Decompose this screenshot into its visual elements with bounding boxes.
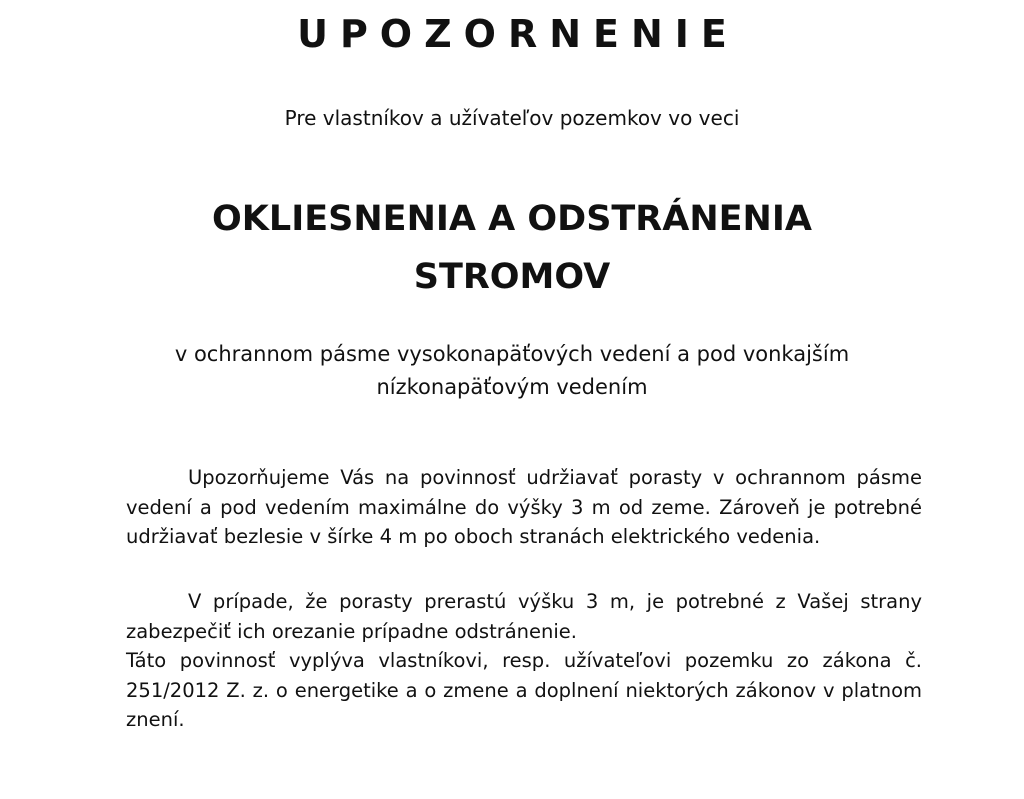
subject-title-line-2: STROMOV — [413, 257, 611, 297]
subject-title-line-1: OKLIESNENIA A ODSTRÁNENIA — [212, 199, 812, 239]
scope-text-line-2: nízkonapäťovým vedením — [376, 375, 648, 399]
intro-line: Pre vlastníkov a užívateľov pozemkov vo veci — [284, 106, 740, 130]
body-paragraph: V prípade, že porasty prerastú výšku 3 m, je potrebné z Vašej strany zabezpečiť ich orezanie prípadne odstránenie. — [126, 590, 922, 643]
scope-text — [0, 338, 1024, 404]
body-paragraph: Táto povinnosť vyplýva vlastníkovi, resp. užívateľovi pozemku zo zákona č. 251/2012 Z. z. o energetike a o zmene a doplnení niektorých zákonov v platnom znení. — [126, 649, 922, 731]
main-heading: UPOZORNENIE — [297, 12, 739, 56]
subject-title — [0, 190, 1024, 306]
body-paragraph: Upozorňujeme Vás na povinnosť udržiavať porasty v ochrannom pásme vedení a pod vedením maximálne do výšky 3 m od zeme. Zároveň je potrebné udržiavať bezlesie v šírke 4 m po oboch stranách elektrického vedenia. — [126, 466, 922, 548]
scope-text-line-1: v ochrannom pásme vysokonapäťových vedení a pod vonkajším — [174, 342, 850, 366]
